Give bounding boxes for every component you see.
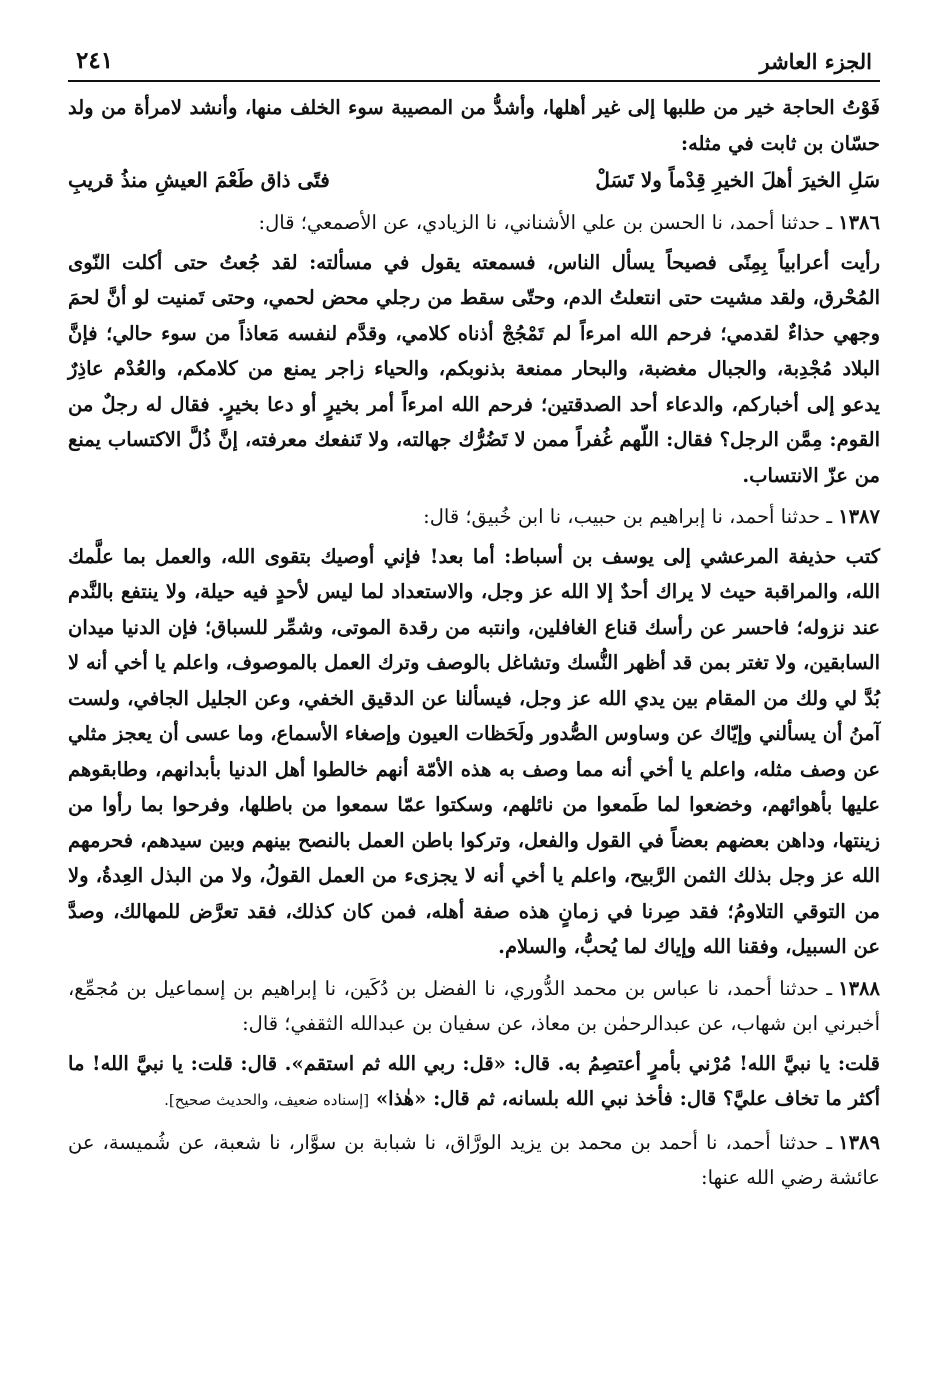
- entry-1388-isnad: [68, 971, 880, 1042]
- page-body: [68, 90, 880, 1196]
- isnad-text: ـ حدثنا أحمد، نا أحمد بن محمد بن يزيد الورَّاق، نا شبابة بن سوَّار، نا شعبة، عن شُميسة، عن عائشة رضي الله عنها:: [68, 1130, 880, 1189]
- entry-1388-text: [68, 1046, 880, 1119]
- page-header: [68, 30, 880, 82]
- verse-hemistich-first: سَلِ الخيرَ أهلَ الخيرِ قِدْماً ولا تَسَلْ: [595, 168, 880, 192]
- entry-1387-isnad: [68, 499, 880, 535]
- verse-hemistich-second: فتًى ذاق طَعْمَ العيشِ منذُ قريبِ: [68, 168, 330, 192]
- entry-1386-text: رأيت أعرابياً بِمِنًى فصيحاً يسأل الناس، فسمعته يقول في مسألته: لقد جُعتُ حتى أكلت النّوى المُحْرق، ولقد مشيت حتى انتعلتُ الدم، وحتّى سقط من رجلي محض لحمي، وحتى تَمنيت لو أنَّ لحمَ وجهي حذاءٌ لقدمي؛ فرحم الله امرءاً لم تَمْجُجْ أذناه كلامي، وقدَّم لنفسه مَعاذاً من سوء حالي؛ فإنَّ البلاد مُجْدِبة، والجبال مغضبة، والبحار ممنعة بذنوبكم، والحياء زاجر يمنع من كلامكم، والعُدْم عاذِرٌ يدعو إلى أخباركم، والدعاء أحد الصدقتين؛ فرحم الله امرءاً أمر بخيرٍ أو دعا بخيرٍ. فقال له رجلٌ من القوم: مِمَّن الرجل؟ فقال: اللّهم غُفراً ممن لا تَضُرُّك جهالته، ولا تَنفعك معرفته، إنَّ ذُلَّ الاكتساب يمنع من عزّ الانتساب.: [68, 250, 880, 487]
- running-title: الجزء العاشر: [759, 49, 872, 74]
- entry-number: ١٣٨٦: [838, 211, 880, 234]
- grading-note: [إسناده ضعيف، والحديث صحيح].: [164, 1091, 370, 1109]
- entry-number: ١٣٨٨: [838, 976, 880, 1000]
- entry-1386-isnad: [68, 205, 880, 241]
- hadith-text: قلت: يا نبيَّ الله! مُرْني بأمرٍ أعتصِمُ به. قال: «قل: ربي الله ثم استقم». قال: قلت: يا نبيَّ الله! ما أكثر ما تخاف عليَّ؟ قال: فأخذ نبي الله بلسانه، ثم قال: «هٰذا»: [68, 1051, 880, 1110]
- entry-number: ١٣٨٩: [838, 1130, 880, 1154]
- isnad-text: ـ حدثنا أحمد، نا الحسن بن علي الأشناني، نا الزيادي، عن الأصمعي؛ قال:: [258, 211, 833, 234]
- entry-number: ١٣٨٧: [838, 505, 880, 528]
- entry-1387-text: كتب حذيفة المرعشي إلى يوسف بن أسباط: أما بعد! فإني أوصيك بتقوى الله، والعمل بما علَّمك الله، والمراقبة حيث لا يراك أحدٌ إلا الله عز وجل، والاستعداد لما ليس لأحدٍ فيه حيلة، ولا ينتفع بالنَّدم عند نزوله؛ فاحسر عن رأسك قناع الغافلين، وانتبه من رقدة الموتى، وشمِّر للسباق؛ فإن الدنيا ميدان السابقين، ولا تغتر بمن قد أظهر النُّسك وتشاغل بالوصف وترك العمل بالموصوف، واعلم يا أخي أنه لا بُدَّ لي ولك من المقام بين يدي الله عز وجل، فيسألنا عن الدقيق الخفي، وعن الجليل الجافي، ولست آمنُ أن يسألني وإيّاك عن وساوس الصُّدور ولَحَظات العيون وإصغاء الأسماع، وما عسى أن يعجز مثلي عن وصف مثله، واعلم يا أخي أنه مما وصف به هذه الأمّة أنهم خالطوا أهل الدنيا بأبدانهم، وطابقوهم عليها بأهوائهم، وخضعوا لما طَمعوا من نائلهم، وسكتوا عمّا سمعوا من باطلها، وفرحوا بما رأوا من زينتها، وداهن بعضهم بعضاً في القول والفعل، وتركوا باطن العمل بالنصح بينهم وبين سيدهم، فحرمهم الله عز وجل بذلك الثمن الرَّبيح، واعلم يا أخي أنه لا يجزىء من العمل القولُ، ولا من البذل العِدةُ، ولا من التوقي التلاومُ؛ فقد صِرنا في زمانٍ هذه صفة أهله، فمن كان كذلك، فقد تعرَّض للمهالك، وصدَّ عن السبيل، وفقنا الله وإياك لما يُحبُّ، والسلام.: [68, 544, 880, 958]
- poem-verse: [68, 161, 880, 199]
- entry-1389-isnad: [68, 1125, 880, 1196]
- page-number: ٢٤١: [76, 47, 114, 74]
- isnad-text: ـ حدثنا أحمد، نا إبراهيم بن حبيب، نا ابن خُبيق؛ قال:: [423, 505, 833, 528]
- isnad-text: ـ حدثنا أحمد، نا عباس بن محمد الدُّوري، نا الفضل بن دُكَين، نا إبراهيم بن إسماعيل بن مُجمِّع، أخبرني ابن شهاب، عن عبدالرحمٰن بن معاذ، عن سفيان بن عبدالله الثقفي؛ قال:: [68, 976, 880, 1035]
- intro-paragraph: فَوْتُ الحاجة خير من طلبها إلى غير أهلها، وأشدُّ من المصيبة سوء الخلف منها، وأنشد لامرأة من ولد حسّان بن ثابت في مثله:: [68, 96, 880, 155]
